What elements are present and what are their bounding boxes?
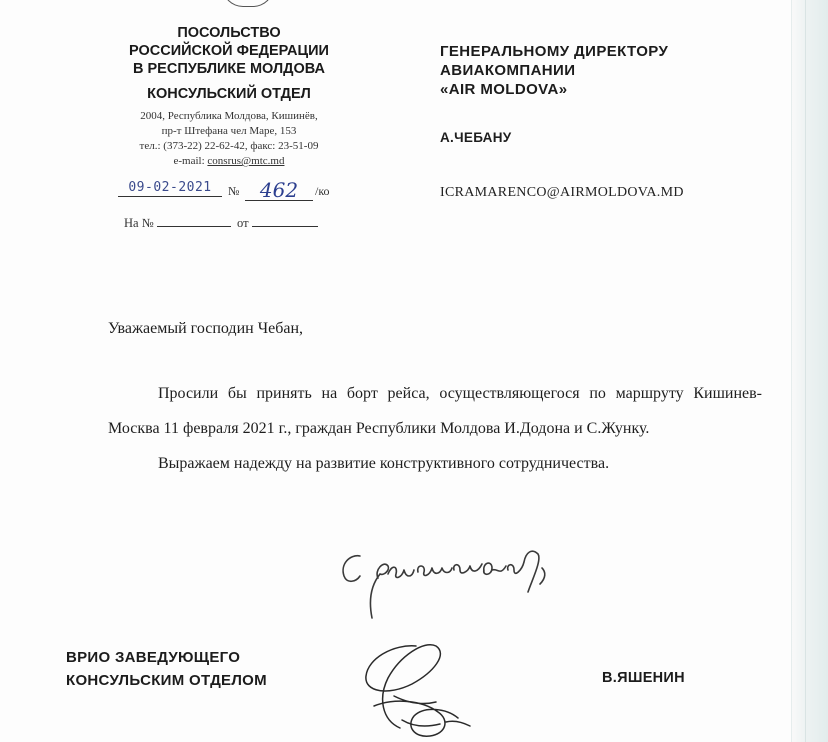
sender-address-1: 2004, Республика Молдова, Кишинёв, — [140, 110, 318, 122]
sender-letterhead — [100, 24, 358, 169]
date-stamp: 09-02-2021 — [118, 180, 222, 197]
sender-address-2: пр-т Штефана чел Маре, 153 — [161, 125, 297, 137]
sender-email-row — [100, 154, 358, 169]
incoming-label: На № — [124, 216, 154, 230]
recipient-name: А.ЧЕБАНУ — [440, 130, 512, 145]
recipient-line-3: «AIR MOLDOVA» — [440, 81, 568, 98]
sender-email-label: e-mail: — [173, 155, 208, 167]
recipient-line-2: АВИАКОМПАНИИ — [440, 62, 576, 79]
incoming-reference — [124, 216, 344, 231]
scan-edge — [791, 0, 828, 742]
letter-body — [108, 376, 762, 481]
salutation: Уважаемый господин Чебан, — [108, 320, 303, 337]
incoming-date-blank — [252, 216, 318, 227]
scan-edge-line — [805, 0, 806, 742]
from-label: от — [237, 216, 249, 230]
number-label: № — [228, 184, 240, 198]
sender-line-3: В РЕСПУБЛИКЕ МОЛДОВА — [133, 61, 325, 77]
signer-title-line-1: ВРИО ЗАВЕДУЮЩЕГО — [66, 649, 241, 666]
signer-name: В.ЯШЕНИН — [602, 670, 685, 686]
emblem-seal-icon — [222, 0, 274, 7]
recipient-email: ICRAMARENCO@AIRMOLDOVA.MD — [440, 185, 684, 200]
signer-title-line-2: КОНСУЛЬСКИМ ОТДЕЛОМ — [66, 672, 267, 689]
sender-line-1: ПОСОЛЬСТВО — [177, 25, 281, 41]
signer-title — [66, 646, 267, 692]
recipient-block — [440, 42, 780, 201]
incoming-number-blank — [157, 216, 231, 227]
recipient-line-1: ГЕНЕРАЛЬНОМУ ДИРЕКТОРУ — [440, 43, 669, 60]
sender-contacts — [100, 109, 358, 169]
body-paragraph-1: Просили бы принять на борт рейса, осуществляющегося по маршруту Кишинев-Москва 11 февраля 2021 г., граждан Республики Молдова И.Додона и С.Жунку. — [108, 385, 762, 437]
sender-line-2: РОССИЙСКОЙ ФЕДЕРАЦИИ — [129, 43, 329, 59]
signature — [354, 636, 474, 742]
body-paragraph-2: Выражаем надежду на развитие конструктивного сотрудничества. — [158, 455, 610, 472]
outgoing-reference — [118, 180, 348, 206]
number-suffix: /ко — [315, 184, 330, 198]
sender-department: КОНСУЛЬСКИЙ ОТДЕЛ — [147, 86, 311, 102]
handwritten-closing — [332, 540, 562, 626]
handwritten-number: 462 — [245, 180, 313, 201]
sender-phone: тел.: (373-22) 22-62-42, факс: 23-51-09 — [139, 140, 319, 152]
sender-email-link[interactable]: consrus@mtc.md — [207, 155, 285, 167]
